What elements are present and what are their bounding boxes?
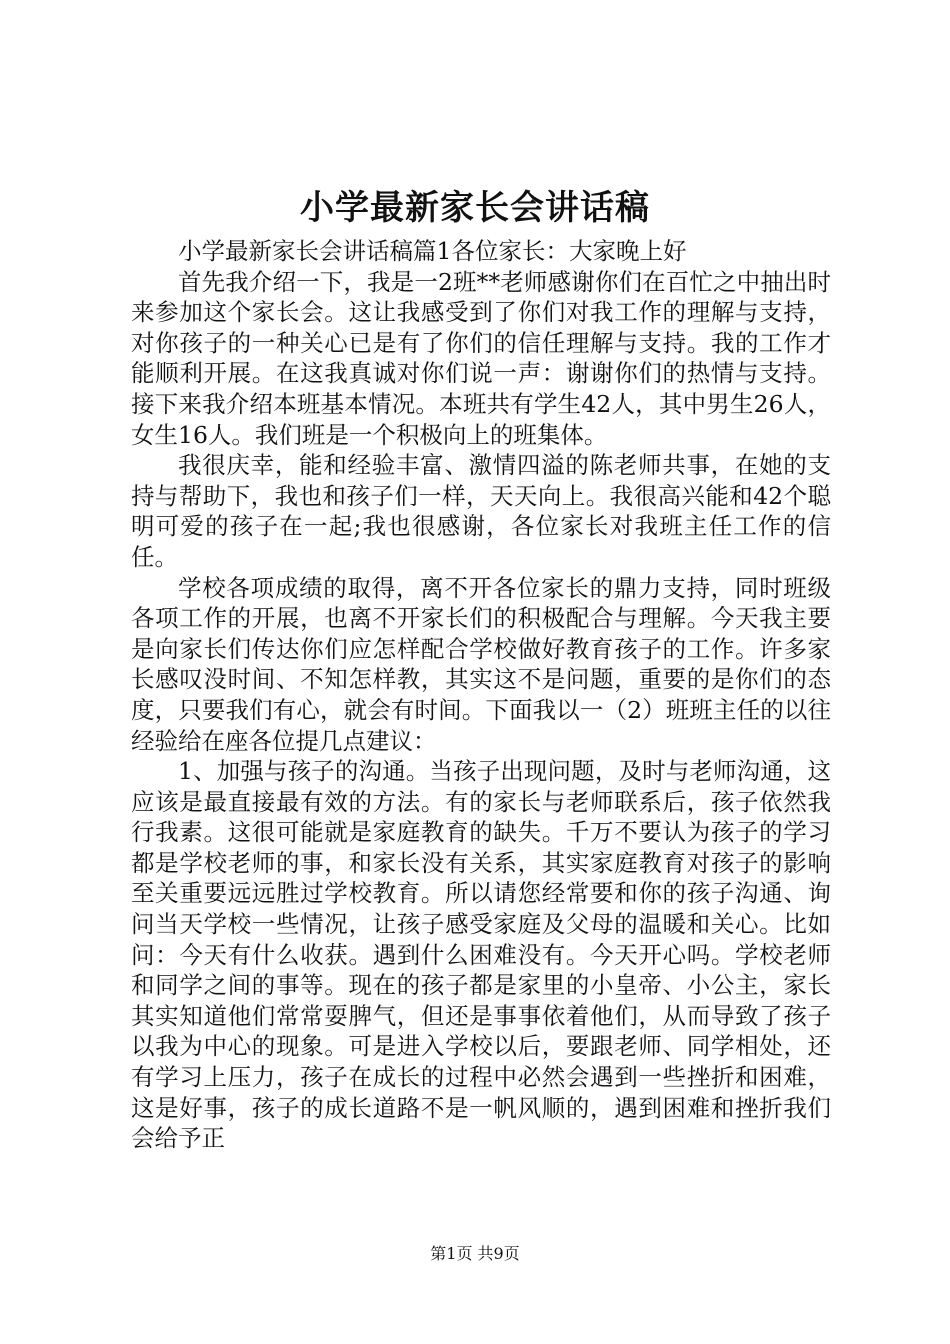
document-title: 小学最新家长会讲话稿 bbox=[300, 188, 650, 228]
paragraph: 学校各项成绩的取得，离不开各位家长的鼎力支持，同时班级各项工作的开展，也离不开家长们的积极配合与理解。今天我主要是向家长们传达你们应怎样配合学校做好教育孩子的工作。许多家长感叹没时间、不知怎样教，其实这不是问题，重要的是你们的态度，只要我们有心，就会有时间。下面我以一（2）班班主任的以往经验给在座各位提几点建议： bbox=[131, 573, 831, 755]
paragraph: 1、加强与孩子的沟通。当孩子出现问题，及时与老师沟通，这应该是最直接最有效的方法。有的家长与老师联系后，孩子依然我行我素。这很可能就是家庭教育的缺失。千万不要认为孩子的学习都是学校老师的事，和家长没有关系，其实家庭教育对孩子的影响至关重要远远胜过学校教育。所以请您经常要和你的孩子沟通、询问当天学校一些情况，让孩子感受家庭及父母的温暖和关心。比如问：今天有什么收获。遇到什么困难没有。今天开心吗。学校老师和同学之间的事等。现在的孩子都是家里的小皇帝、小公主，家长其实知道他们常常耍脾气，但还是事事依着他们，从而导致了孩子以我为中心的现象。可是进入学校以后，要跟老师、同学相处，还有学习上压力，孩子在成长的过程中必然会遇到一些挫折和困难，这是好事，孩子的成长道路不是一帆风顺的，遇到困难和挫折我们会给予正 bbox=[131, 757, 831, 1153]
paragraph: 我很庆幸，能和经验丰富、激情四溢的陈老师共事，在她的支持与帮助下，我也和孩子们一样，天天向上。我很高兴能和42个聪明可爱的孩子在一起;我也很感谢，各位家长对我班主任工作的信任。 bbox=[131, 451, 831, 571]
paragraph: 首先我介绍一下，我是一2班**老师感谢你们在百忙之中抽出时来参加这个家长会。这让我感受到了你们对我工作的理解与支持，对你孩子的一种关心已是有了你们的信任理解与支持。我的工作才能顺利开展。在这我真诚对你们说一声：谢谢你们的热情与支持。接下来我介绍本班基本情况。本班共有学生42人，其中男生26人，女生16人。我们班是一个积极向上的班集体。 bbox=[131, 267, 831, 449]
document-body bbox=[131, 236, 831, 1154]
paragraph: 小学最新家长会讲话稿篇1各位家长：大家晚上好 bbox=[178, 237, 687, 265]
page-number-footer: 第1页 共9页 bbox=[430, 1244, 520, 1263]
